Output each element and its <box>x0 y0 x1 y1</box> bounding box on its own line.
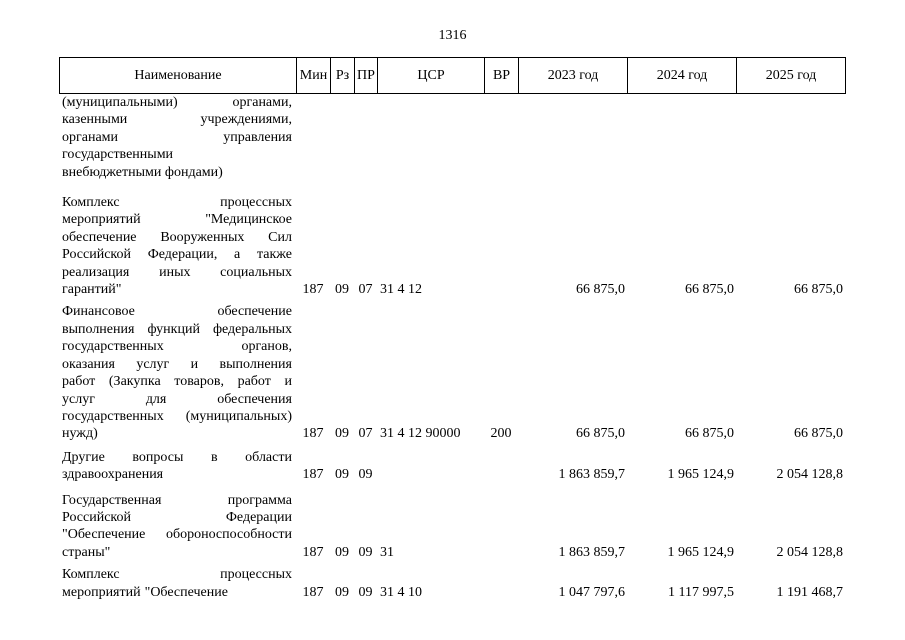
row-2024: 1 965 124,9 <box>667 467 734 483</box>
row-name-line <box>62 94 292 111</box>
row-name-word: "Обеспечение <box>144 584 228 600</box>
row-pr: 07 <box>358 282 373 298</box>
row-2024: 66 875,0 <box>685 282 734 298</box>
row-name-word: внебюджетными фондами) <box>62 164 223 180</box>
row-name-word: Федерации, <box>147 247 218 263</box>
row-2023: 1 047 797,6 <box>558 584 625 600</box>
row-name-line <box>62 229 292 246</box>
row-name-word: социальных <box>220 264 292 280</box>
row-min: 187 <box>302 584 324 600</box>
row-name-word: Финансовое <box>62 304 135 320</box>
row-name-line <box>62 194 292 211</box>
row-name <box>59 492 296 562</box>
row-name-word: Федерации <box>225 509 292 525</box>
row-name <box>59 303 296 442</box>
row-name-word: учреждениями, <box>200 112 292 128</box>
row-name-word: услуг <box>62 391 95 407</box>
header-vr: ВР <box>485 58 519 94</box>
row-name-word: обеспечение <box>217 304 292 320</box>
row-name-line <box>62 356 292 373</box>
row-name-line <box>62 544 292 561</box>
row-name-word: Вооруженных <box>160 229 245 245</box>
row-name-word: Комплекс <box>62 567 120 583</box>
row-name-word: Комплекс <box>62 195 120 211</box>
row-name-word: а <box>234 247 241 263</box>
row-name-word: работ <box>237 374 271 390</box>
table-body <box>59 94 845 601</box>
row-name-word: Российской <box>62 509 131 525</box>
row-name-line <box>62 373 292 390</box>
row-2023: 1 863 859,7 <box>558 544 625 560</box>
row-name-word: в <box>210 449 218 465</box>
header-2023: 2023 год <box>519 58 628 94</box>
header-csr: ЦСР <box>378 58 485 94</box>
table-row <box>59 492 845 562</box>
table-row <box>59 94 845 181</box>
row-name-line <box>62 246 292 263</box>
row-name <box>59 449 296 484</box>
row-2025: 66 875,0 <box>794 426 843 442</box>
row-name <box>59 194 296 298</box>
header-rz: Рз <box>331 58 355 94</box>
row-name-line <box>62 391 292 408</box>
header-name: Наименование <box>60 58 297 94</box>
row-name-word: органами, <box>232 95 292 110</box>
row-2025: 2 054 128,8 <box>776 544 843 560</box>
row-name <box>59 566 296 601</box>
row-name-word: области <box>245 449 292 465</box>
row-2025: 1 191 468,7 <box>776 584 843 600</box>
row-name-word: Российской <box>62 247 131 263</box>
row-name-word: также <box>256 247 292 263</box>
row-name-word: "Медицинское <box>205 212 292 228</box>
row-name-word: процессных <box>220 195 292 211</box>
row-name-word: Другие <box>62 449 105 465</box>
row-name-word: государственными <box>62 147 174 163</box>
row-name-word: государственных <box>62 339 164 355</box>
row-name-word: здравоохранения <box>62 467 164 483</box>
row-name-word: мероприятий <box>62 212 141 228</box>
row-pr: 09 <box>358 584 373 600</box>
row-name <box>59 94 296 181</box>
row-name-word: вопросы <box>132 449 184 465</box>
row-name-word: казенными <box>62 112 128 128</box>
row-name-word: обороноспособности <box>165 527 292 543</box>
row-pr: 07 <box>358 426 373 442</box>
row-2024: 66 875,0 <box>685 426 734 442</box>
row-name-line <box>62 566 292 583</box>
header-min: Мин <box>297 58 331 94</box>
row-name-line <box>62 321 292 338</box>
row-name-word: нужд) <box>62 426 98 442</box>
row-name-word: (Закупка <box>108 374 161 390</box>
table-row <box>59 194 845 298</box>
row-csr: 31 4 12 <box>380 282 422 298</box>
row-name-line <box>62 164 292 181</box>
row-min: 187 <box>302 426 324 442</box>
row-name-word: управления <box>223 129 292 145</box>
table-row <box>59 449 845 484</box>
row-name-line <box>62 408 292 425</box>
row-name-word: выполнения <box>62 321 135 337</box>
row-name-word: "Обеспечение <box>62 527 146 543</box>
row-name-word: оказания <box>62 356 115 372</box>
row-name-line <box>62 492 292 509</box>
row-name-line <box>62 146 292 163</box>
row-2023: 66 875,0 <box>576 282 625 298</box>
row-vr: 200 <box>490 426 512 442</box>
row-name-word: товаров, <box>174 374 224 390</box>
table-row <box>59 566 845 601</box>
row-2025: 66 875,0 <box>794 282 843 298</box>
row-2024: 1 117 997,5 <box>668 584 734 600</box>
row-name-word: и <box>190 356 199 372</box>
row-rz: 09 <box>335 544 349 560</box>
row-name-word: реализация <box>62 264 130 280</box>
row-name-line <box>62 303 292 320</box>
row-name-word: обеспечение <box>62 229 137 245</box>
row-min: 187 <box>302 544 324 560</box>
row-rz: 09 <box>335 426 349 442</box>
row-name-word: страны" <box>62 544 111 560</box>
row-name-line <box>62 211 292 228</box>
row-name-line <box>62 425 292 442</box>
row-name-line <box>62 129 292 146</box>
row-name-word: иных <box>159 264 191 280</box>
row-csr: 31 4 10 <box>380 584 422 600</box>
row-2024: 1 965 124,9 <box>667 544 734 560</box>
row-name-line <box>62 338 292 355</box>
row-name-line <box>62 466 292 483</box>
row-name-line <box>62 584 292 601</box>
row-2025: 2 054 128,8 <box>776 467 843 483</box>
row-name-line <box>62 281 292 298</box>
row-name-word: органов, <box>241 339 292 355</box>
row-name-word: органами <box>62 129 119 145</box>
row-name-word: и <box>284 374 292 390</box>
row-min: 187 <box>302 467 324 483</box>
header-2025: 2025 год <box>737 58 846 94</box>
row-name-word: (муниципальных) <box>185 408 292 424</box>
row-name-word: для <box>145 391 167 407</box>
row-name-line <box>62 509 292 526</box>
row-name-word: (муниципальными) <box>62 95 178 110</box>
row-name-line <box>62 264 292 281</box>
header-pr: ПР <box>355 58 378 94</box>
row-name-word: выполнения <box>219 356 292 372</box>
row-name-word: программа <box>227 492 292 508</box>
row-csr: 31 <box>380 544 394 560</box>
row-name-word: процессных <box>220 567 292 583</box>
table-header <box>59 57 846 94</box>
row-rz: 09 <box>335 467 349 483</box>
row-pr: 09 <box>358 467 373 483</box>
row-csr: 31 4 12 90000 <box>380 426 461 442</box>
row-name-word: мероприятий <box>62 584 141 600</box>
row-2023: 66 875,0 <box>576 426 625 442</box>
row-rz: 09 <box>335 584 349 600</box>
row-name-word: функций <box>147 321 200 337</box>
row-name-line <box>62 449 292 466</box>
row-pr: 09 <box>358 544 373 560</box>
row-rz: 09 <box>335 282 349 298</box>
row-name-line <box>62 526 292 543</box>
page-number: 1316 <box>438 28 467 43</box>
row-name-word: гарантий" <box>62 282 122 298</box>
header-2024: 2024 год <box>628 58 737 94</box>
row-min: 187 <box>302 282 324 298</box>
row-2023: 1 863 859,7 <box>558 467 625 483</box>
row-name-word: Сил <box>268 229 292 245</box>
row-name-word: работ <box>62 374 96 390</box>
row-name-word: обеспечения <box>217 391 292 407</box>
row-name-word: Государственная <box>62 492 162 508</box>
row-name-word: государственных <box>62 408 164 424</box>
row-name-word: услуг <box>136 356 170 372</box>
row-name-line <box>62 111 292 128</box>
row-name-word: федеральных <box>212 321 292 337</box>
table-row <box>59 303 845 442</box>
